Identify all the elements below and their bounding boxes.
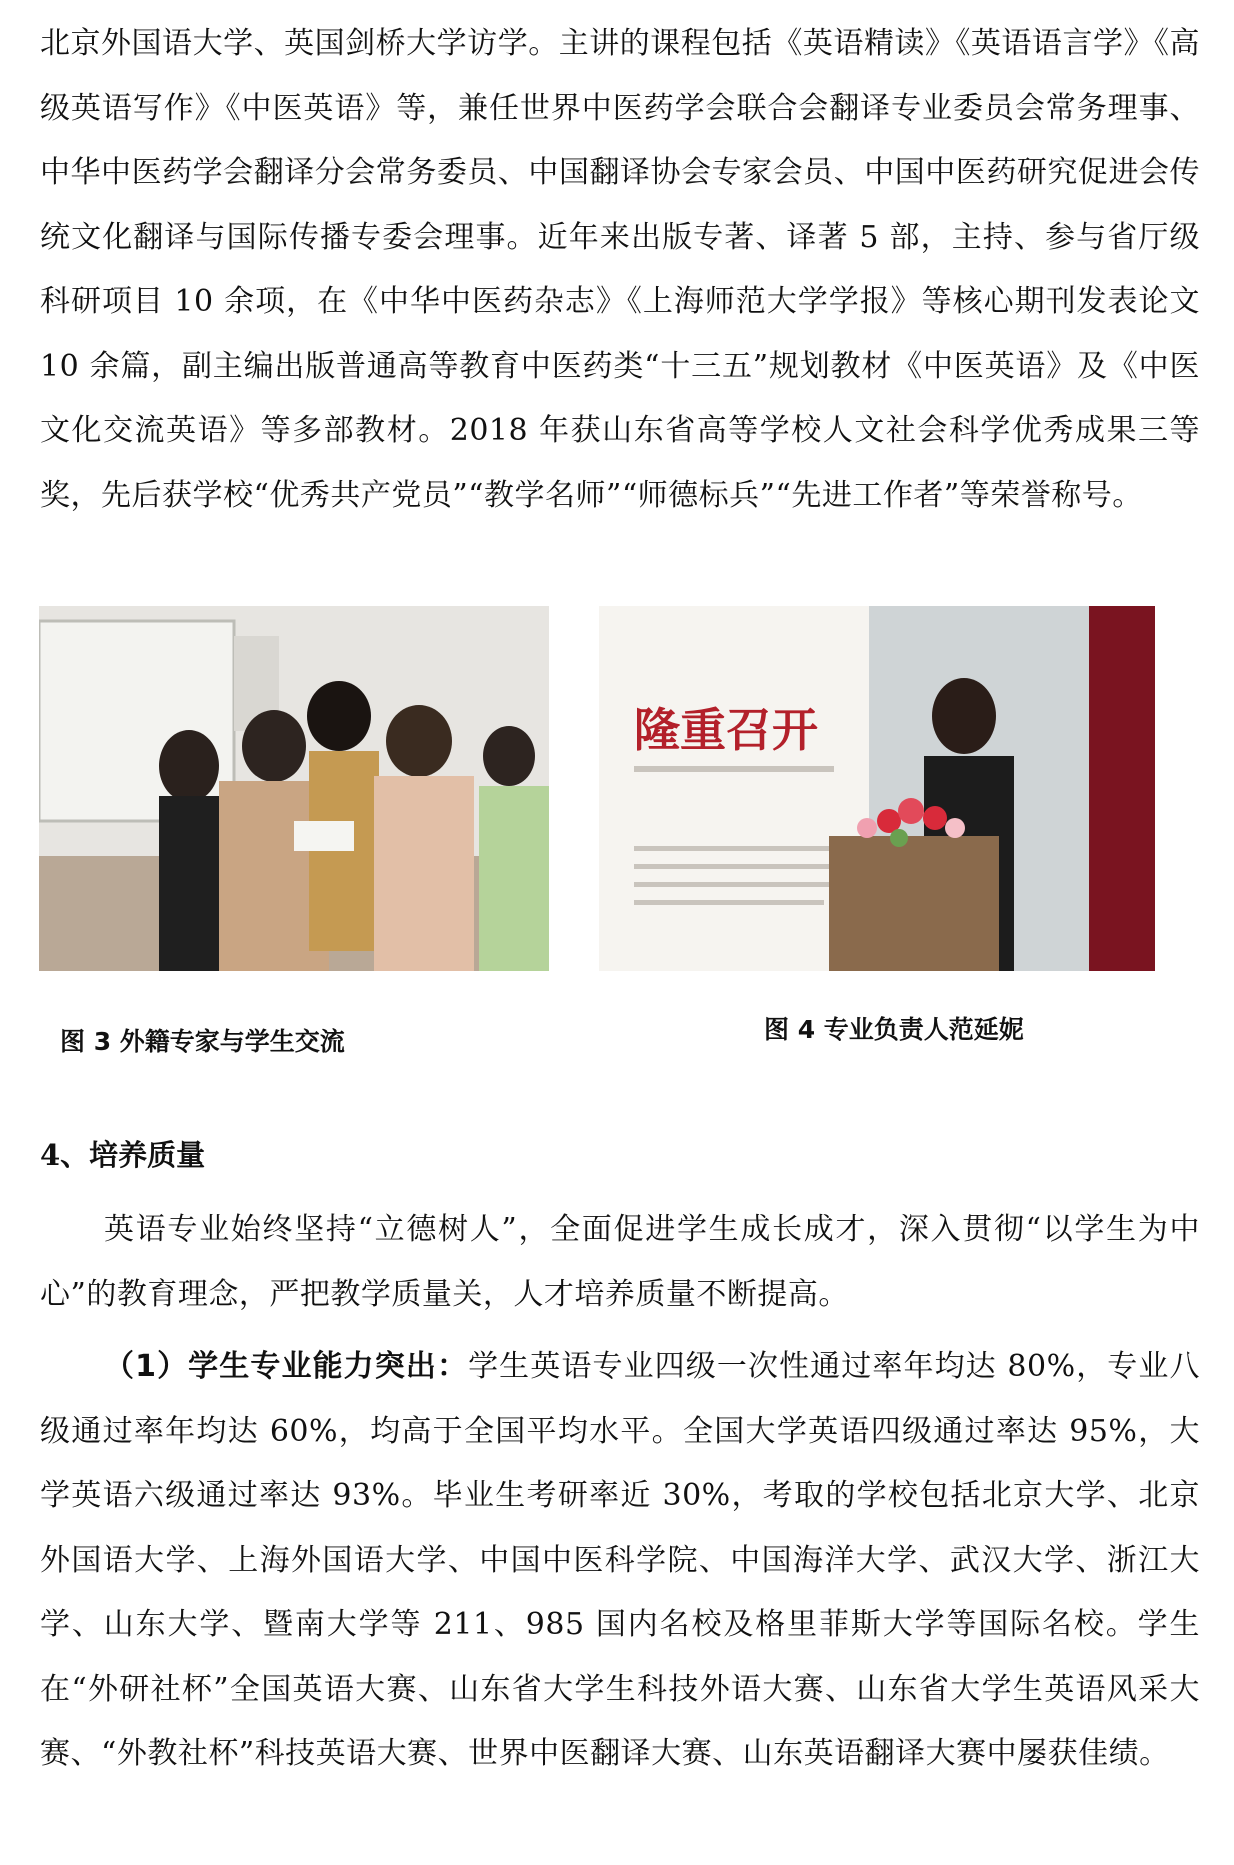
section-paragraph: 英语专业始终坚持“立德树人”，全面促进学生成长成才，深入贯彻“以学生为中心”的教育理念，严把教学质量关，人才培养质量不断提高。 [40,1212,1200,1312]
banner-text: 隆重召开 [634,703,818,757]
list-item-lead: （1）学生专业能力突出： [104,1349,469,1384]
figure-4-caption: 图 4 专业负责人范延妮 [764,1015,1024,1044]
photo-program-director-speech [599,606,1155,971]
list-item-paragraph [40,1335,1200,1787]
photo-expert-with-students [39,606,549,971]
section-heading: 4、培养质量 [40,1138,206,1172]
list-item-text: 学生英语专业四级一次性通过率年均达 80%，专业八级通过率年均达 60%，均高于全国平均水平。全国大学英语四级通过率达 95%，大学英语六级通过率达 93%。毕业生考研率近 30%，考取的学校包括北京大学、北京外国语大学、上海外国语大学、中国中医科学院、中国海洋大学、武汉大学、浙江大学、山东大学、暨南大学等 211、985 国内名校及格里菲斯大学等国际名校。学生在“外研社杯”全国英语大赛、山东省大学生科技外语大赛、山东省大学生英语风采大赛、“外教社杯”科技英语大赛、世界中医翻译大赛、山东英语翻译大赛中屡获佳绩。 [40,1349,1200,1771]
figure-3-caption: 图 3 外籍专家与学生交流 [60,1027,345,1056]
intro-paragraph: 北京外国语大学、英国剑桥大学访学。主讲的课程包括《英语精读》《英语语言学》《高级英语写作》《中医英语》等，兼任世界中医药学会联合会翻译专业委员会常务理事、中华中医药学会翻译分会常务委员、中国翻译协会专家会员、中国中医药研究促进会传统文化翻译与国际传播专委会理事。近年来出版专著、译著 5 部，主持、参与省厅级科研项目 10 余项，在《中华中医药杂志》《上海师范大学学报》等核心期刊发表论文 10 余篇，副主编出版普通高等教育中医药类“十三五”规划教材《中医英语》及《中医文化交流英语》等多部教材。2018 年获山东省高等学校人文社会科学优秀成果三等奖，先后获学校“优秀共产党员”“教学名师”“师德标兵”“先进工作者”等荣誉称号。 [40,26,1200,513]
